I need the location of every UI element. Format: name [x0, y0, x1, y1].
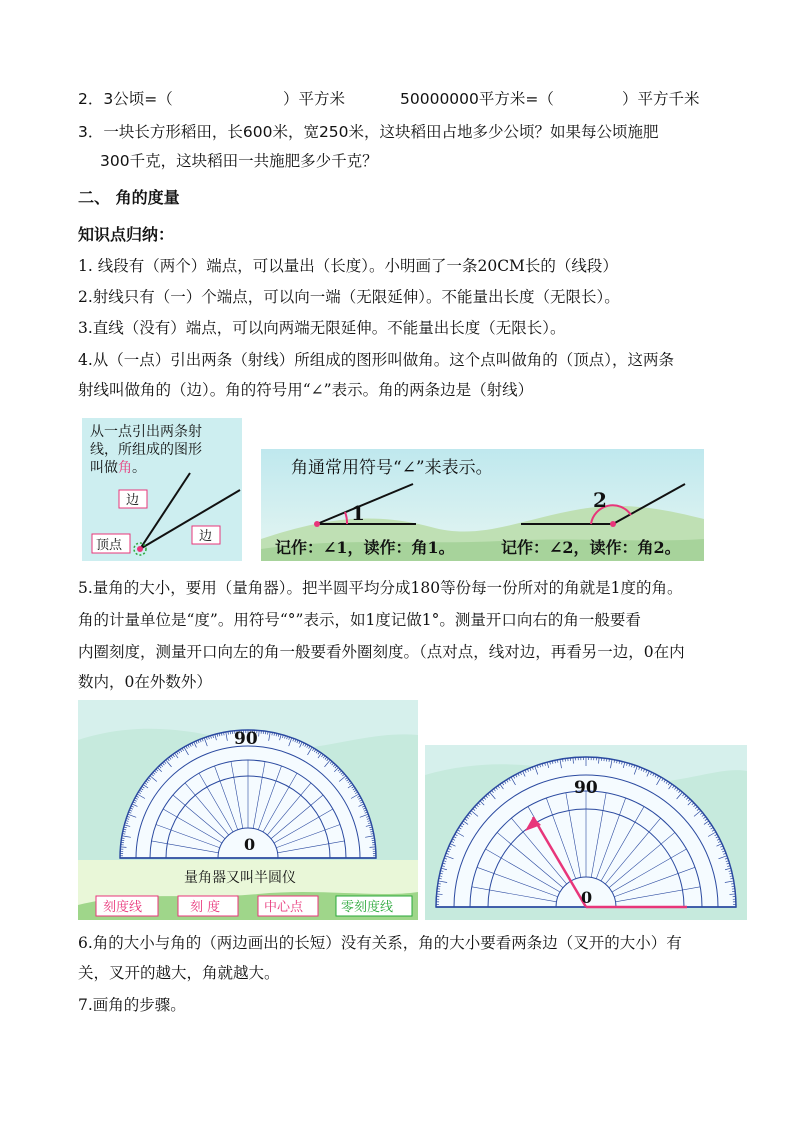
tag-zero-line: 零刻度线	[341, 900, 394, 915]
point-6-line2: 关，叉开的越大，角就越大。	[78, 964, 280, 982]
side-label-2: 边	[199, 529, 213, 544]
angle-notation-2: 记作：∠2，读作：角2。	[501, 538, 681, 557]
exercise-q2-part2: ）平方米	[283, 90, 346, 108]
angle-def-text-1: 从一点引出两条射	[90, 424, 202, 440]
angle-def-text-3c: 。	[132, 460, 146, 476]
angle-definition-figure	[82, 418, 242, 561]
protractor-1-zero: 0	[244, 835, 256, 854]
exercise-q2-part1: 2．3公顷=（	[78, 90, 173, 108]
section-title: 二、 角的度量	[78, 188, 180, 207]
tag-center-point: 中心点	[264, 900, 304, 915]
point-1: 1. 线段有（两个）端点，可以量出（长度）。小明画了一条20CM长的（线段）	[78, 257, 618, 275]
summary-label: 知识点归纳：	[78, 225, 175, 244]
exercise-q3-line2: 300千克，这块稻田一共施肥多少千克？	[100, 152, 378, 170]
protractor-figure-2	[425, 745, 747, 920]
exercise-q3-line1: 3．一块长方形稻田，长600米，宽250米，这块稻田占地多少公顷？如果每公顷施肥	[78, 123, 659, 141]
svg-text:叫做角。	[90, 460, 146, 476]
point-5-line4: 数内，0在外数外）	[78, 673, 212, 691]
protractor-figure-1	[78, 700, 418, 920]
vertex-label: 顶点	[96, 538, 123, 553]
angle-def-text-2: 线，所组成的图形	[90, 442, 202, 458]
point-5-line3: 内圈刻度，测量开口向左的角一般要看外圈刻度。（点对点，线对边，再看另一边，0在内	[78, 643, 685, 661]
point-4-line2: 射线叫做角的（边）。角的符号用“∠”表示。角的两条边是（射线）	[78, 381, 534, 399]
point-7: 7.画角的步骤。	[78, 996, 186, 1014]
point-5-line1: 5.量角的大小，要用（量角器）。把半圆平均分成180等份每一份所对的角就是1度的角。	[78, 579, 683, 597]
tag-scale-line: 刻度线	[103, 900, 143, 915]
protractor-2-center-value: 90	[574, 778, 598, 798]
vertex-dot	[137, 546, 143, 552]
tag-scale: 刻 度	[190, 900, 221, 915]
angle-def-text-3a: 叫做	[90, 460, 118, 476]
angle-symbol-caption: 角通常用符号“∠”来表示。	[291, 458, 493, 478]
point-5-line2: 角的计量单位是“度”。用符号“°”表示，如1度记做1°。测量开口向右的角一般要看	[78, 611, 641, 629]
exercise-q2-part3: 50000000平方米=（	[400, 90, 554, 108]
point-4-line1: 4.从（一点）引出两条（射线）所组成的图形叫做角。这个点叫做角的（顶点），这两条	[78, 351, 675, 369]
protractor-1-center-value: 90	[234, 729, 258, 749]
exercise-q2-part4: ）平方千米	[622, 90, 700, 108]
angle-symbol-figure	[261, 449, 704, 561]
protractor-caption: 量角器又叫半圆仪	[184, 870, 296, 886]
angle-notation-1: 记作：∠1，读作：角1。	[275, 538, 455, 557]
point-6-line1: 6.角的大小与角的（两边画出的长短）没有关系，角的大小要看两条边（叉开的大小）有	[78, 934, 682, 952]
angle-number-2: 2	[593, 488, 607, 512]
protractor-2-zero: 0	[581, 888, 593, 907]
side-label-1: 边	[126, 493, 140, 508]
angle-def-term: 角	[118, 460, 132, 476]
angle-number-1: 1	[351, 501, 365, 525]
point-3: 3.直线（没有）端点，可以向两端无限延伸。不能量出长度（无限长）。	[78, 319, 566, 337]
point-2: 2.射线只有（一）个端点，可以向一端（无限延伸）。不能量出长度（无限长）。	[78, 288, 620, 306]
